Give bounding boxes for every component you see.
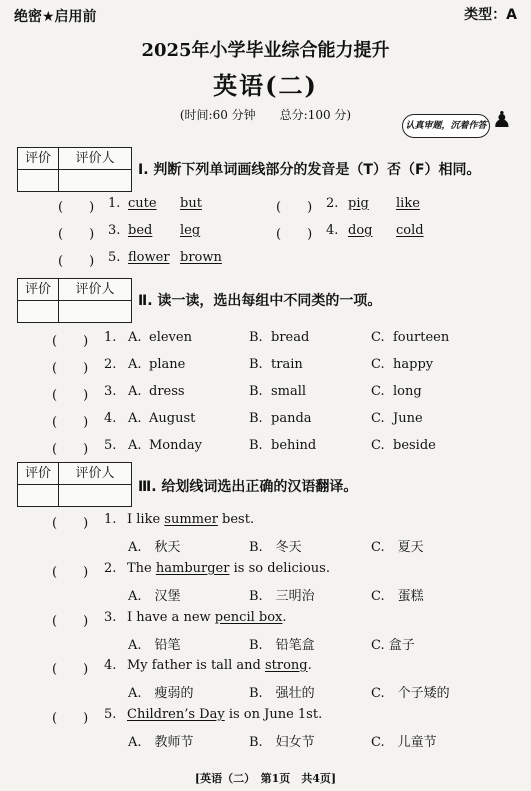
word: like (396, 196, 420, 211)
answer-paren[interactable]: ( ) (276, 200, 313, 215)
question-number: 3. (104, 610, 117, 625)
word: pig (348, 196, 369, 211)
option-a: plane (149, 357, 186, 372)
option-c-label: C. (371, 438, 385, 453)
option-a: A. 铅笔 (128, 638, 181, 653)
grade-box (17, 147, 132, 192)
question-number: 4. (326, 223, 339, 238)
word: but (180, 196, 202, 211)
grade-col1: 评价 (18, 148, 59, 170)
grade-col1: 评价 (18, 279, 59, 301)
option-a-label: A. (128, 438, 142, 453)
option-a-label: A. (128, 384, 142, 399)
option-a: A. 秋天 (128, 540, 181, 555)
answer-paren[interactable]: ( ) (52, 415, 89, 430)
option-c: C. 个子矮的 (371, 686, 450, 701)
answer-paren[interactable]: ( ) (52, 565, 89, 580)
grade-box (17, 462, 132, 507)
option-b-label: B. (249, 357, 263, 372)
option-c-label: C. (371, 384, 385, 399)
question-number: 5. (104, 438, 117, 453)
page-footer: [英语（二） 第1页 共4页] (194, 772, 337, 785)
option-b: B. 铅笔盒 (249, 638, 315, 653)
question-sentence: Children’s Day is on June 1st. (127, 707, 323, 722)
option-c: C. 儿童节 (371, 735, 437, 750)
option-a: dress (149, 384, 185, 399)
option-b: train (271, 357, 303, 372)
section2-title: Ⅱ. 读一读，选出每组中不同类的一项。 (138, 293, 382, 309)
option-c-label: C. (371, 330, 385, 345)
grade-col2: 评价人 (59, 463, 131, 485)
question-number: 1. (104, 330, 117, 345)
word: brown (180, 250, 222, 265)
option-b: B. 三明治 (249, 589, 315, 604)
question-number: 2. (104, 357, 117, 372)
question-sentence: My father is tall and strong. (127, 658, 312, 673)
option-b: B. 妇女节 (249, 735, 315, 750)
person-figure-icon: ♟ (492, 108, 512, 133)
subject-title: 英语(二) (213, 71, 318, 100)
exam-meta: (时间:60 分钟 总分:100 分) (179, 108, 352, 122)
option-c: fourteen (393, 330, 450, 345)
answer-paren[interactable]: ( ) (52, 361, 89, 376)
answer-paren[interactable]: ( ) (52, 711, 89, 726)
question-number: 3. (108, 223, 121, 238)
option-b: small (271, 384, 307, 399)
option-b: bread (271, 330, 310, 345)
option-b-label: B. (249, 411, 263, 426)
answer-paren[interactable]: ( ) (52, 516, 89, 531)
option-c: long (393, 384, 422, 399)
word: flower (128, 250, 170, 265)
type-label: 类型：A (464, 7, 517, 23)
option-a-label: A. (128, 411, 142, 426)
option-c: C. 蛋糕 (371, 589, 424, 604)
question-number: 1. (104, 512, 117, 527)
section1-title: Ⅰ. 判断下列单词画线部分的发音是（T）否（F）相同。 (138, 162, 481, 178)
option-c: June (393, 411, 423, 426)
option-c-label: C. (371, 411, 385, 426)
question-sentence: I like summer best. (127, 512, 255, 527)
option-c: C. 夏天 (371, 540, 424, 555)
word: dog (348, 223, 373, 238)
exam-title: 2025年小学毕业综合能力提升 (141, 40, 390, 61)
question-number: 2. (104, 561, 117, 576)
option-a: A. 瘦弱的 (128, 686, 194, 701)
question-sentence: I have a new pencil box. (127, 610, 287, 625)
answer-paren[interactable]: ( ) (58, 200, 95, 215)
question-number: 1. (108, 196, 121, 211)
question-number: 5. (104, 707, 117, 722)
secret-label: 绝密★启用前 (14, 9, 97, 25)
motto-stamp: 认真审题，沉着作答 (402, 114, 490, 138)
word: bed (128, 223, 153, 238)
option-a-label: A. (128, 330, 142, 345)
grade-col2: 评价人 (59, 148, 131, 170)
option-c: C. 盒子 (371, 638, 415, 653)
option-b: behind (271, 438, 317, 453)
option-b: B. 强壮的 (249, 686, 315, 701)
option-a: A. 汉堡 (128, 589, 181, 604)
question-number: 4. (104, 658, 117, 673)
option-b: B. 冬天 (249, 540, 302, 555)
answer-paren[interactable]: ( ) (276, 227, 313, 242)
question-number: 4. (104, 411, 117, 426)
option-b-label: B. (249, 330, 263, 345)
answer-paren[interactable]: ( ) (52, 662, 89, 677)
option-a-label: A. (128, 357, 142, 372)
section3-title: Ⅲ. 给划线词选出正确的汉语翻译。 (138, 479, 358, 495)
option-c-label: C. (371, 357, 385, 372)
word: cute (128, 196, 157, 211)
answer-paren[interactable]: ( ) (52, 614, 89, 629)
answer-paren[interactable]: ( ) (52, 442, 89, 457)
option-a: August (149, 411, 196, 426)
grade-box (17, 278, 132, 323)
question-number: 5. (108, 250, 121, 265)
option-a: Monday (149, 438, 202, 453)
option-a: eleven (149, 330, 192, 345)
option-b-label: B. (249, 384, 263, 399)
question-sentence: The hamburger is so delicious. (127, 561, 330, 576)
answer-paren[interactable]: ( ) (52, 334, 89, 349)
answer-paren[interactable]: ( ) (58, 227, 95, 242)
answer-paren[interactable]: ( ) (52, 388, 89, 403)
option-c: beside (393, 438, 436, 453)
answer-paren[interactable]: ( ) (58, 254, 95, 269)
option-b-label: B. (249, 438, 263, 453)
option-c: happy (393, 357, 434, 372)
word: leg (180, 223, 201, 238)
word: cold (396, 223, 424, 238)
option-a: A. 教师节 (128, 735, 194, 750)
grade-col1: 评价 (18, 463, 59, 485)
question-number: 3. (104, 384, 117, 399)
grade-col2: 评价人 (59, 279, 131, 301)
option-b: panda (271, 411, 312, 426)
question-number: 2. (326, 196, 339, 211)
